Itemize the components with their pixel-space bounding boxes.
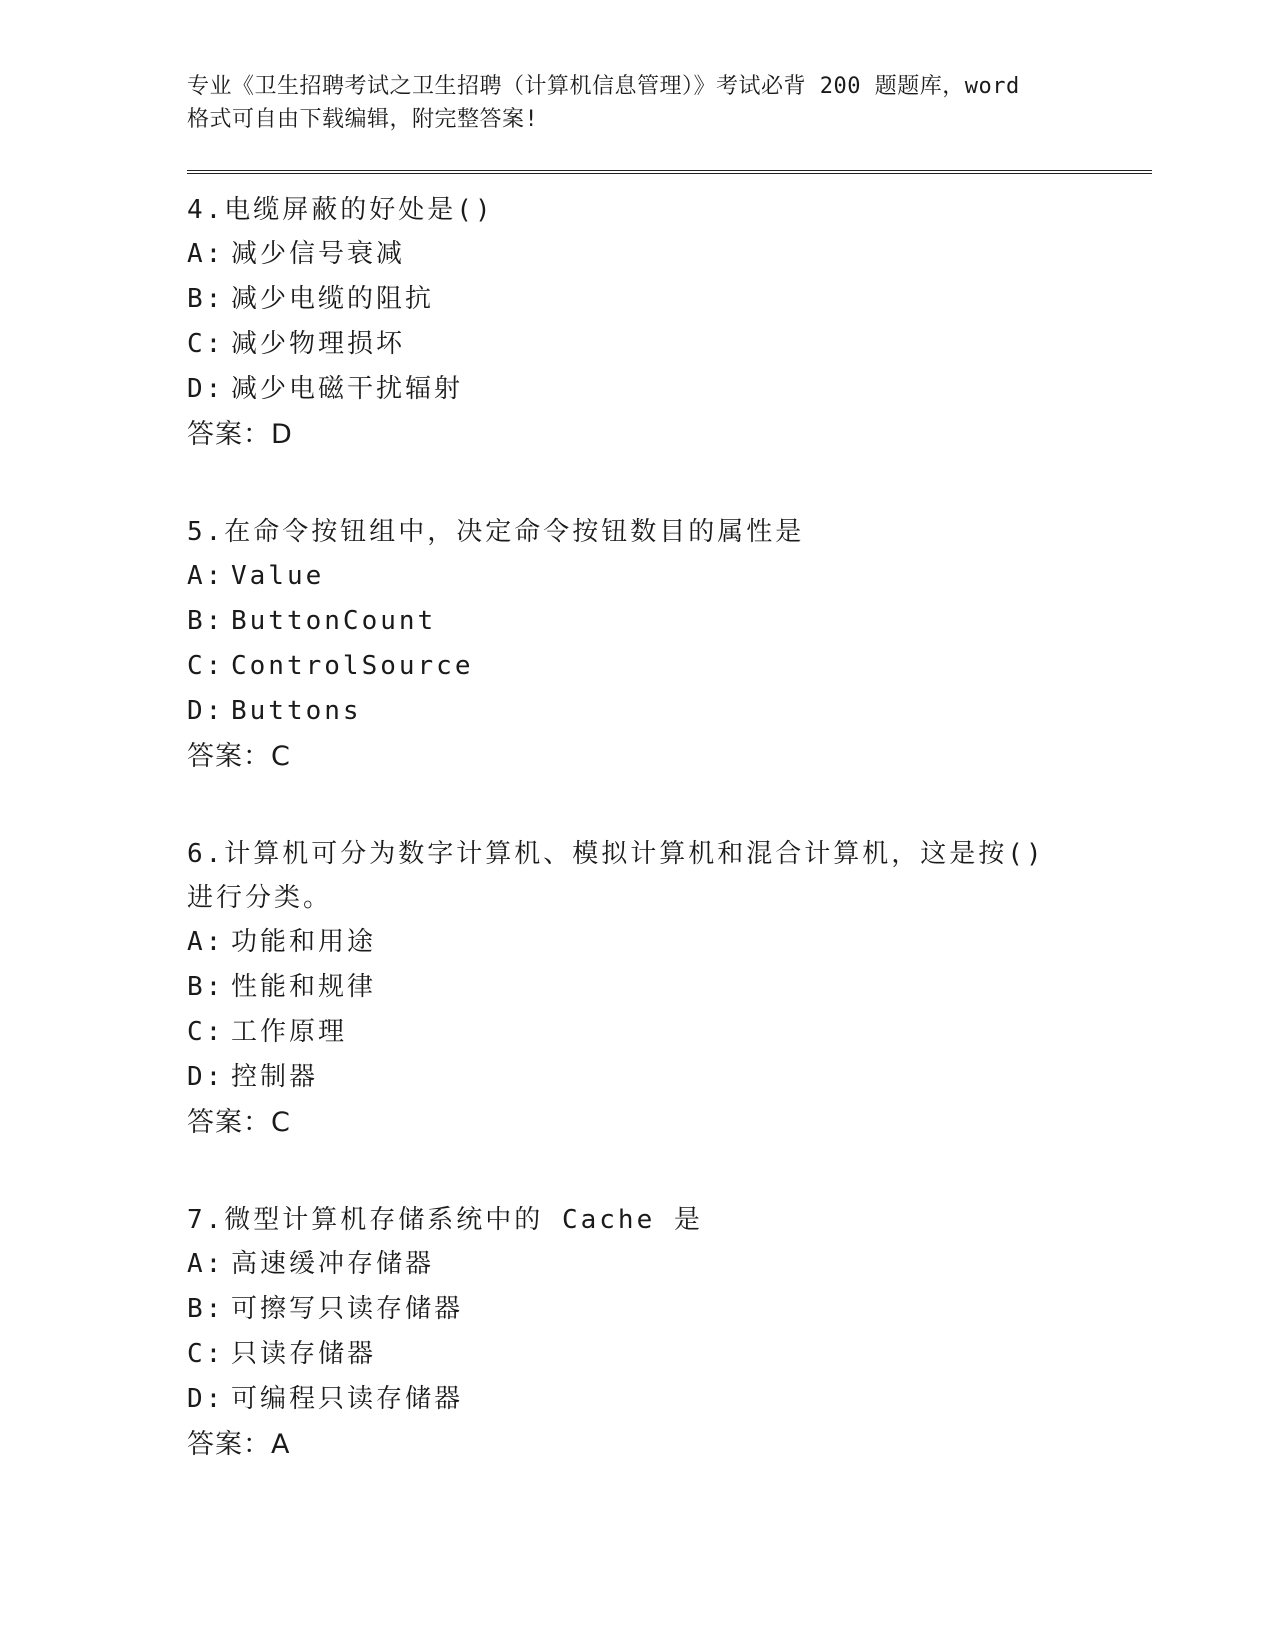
option-a: [187, 1242, 1152, 1287]
option-text: Value: [231, 561, 325, 591]
document-header: [187, 70, 1152, 136]
question-item: [187, 188, 1152, 458]
question-item: [187, 510, 1152, 780]
option-c: [187, 1332, 1152, 1377]
option-text: 减少信号衰减: [231, 239, 406, 269]
option-text: 只读存储器: [231, 1339, 377, 1369]
option-letter: B:: [187, 606, 225, 636]
option-text: 可擦写只读存储器: [231, 1294, 464, 1324]
option-text: ButtonCount: [231, 606, 437, 636]
option-letter: B:: [187, 1294, 225, 1324]
option-letter: A:: [187, 927, 225, 957]
answer-line: 答案：C: [187, 1107, 291, 1138]
option-letter: C:: [187, 1017, 225, 1047]
option-letter: C:: [187, 1339, 225, 1369]
option-d: [187, 1055, 1152, 1100]
question-text: 5.在命令按钮组中，决定命令按钮数目的属性是: [187, 517, 805, 547]
option-text: 减少电缆的阻抗: [231, 284, 435, 314]
question-text: 6.计算机可分为数字计算机、模拟计算机和混合计算机，这是按()进行分类。: [187, 839, 1045, 913]
option-letter: A:: [187, 1249, 225, 1279]
option-letter: D:: [187, 696, 225, 726]
answer-line: 答案：A: [187, 1429, 291, 1460]
question-item: [187, 1198, 1152, 1468]
option-c: [187, 644, 1152, 689]
option-text: Buttons: [231, 696, 362, 726]
option-text: ControlSource: [231, 651, 474, 681]
question-item: [187, 832, 1152, 1146]
header-divider: [187, 170, 1152, 174]
option-letter: B:: [187, 284, 225, 314]
option-text: 可编程只读存储器: [231, 1384, 464, 1414]
question-text: 7.微型计算机存储系统中的 Cache 是: [187, 1205, 703, 1235]
option-letter: A:: [187, 561, 225, 591]
option-a: [187, 232, 1152, 277]
option-text: 减少物理损坏: [231, 329, 406, 359]
option-d: [187, 689, 1152, 734]
option-c: [187, 322, 1152, 367]
option-letter: B:: [187, 972, 225, 1002]
option-letter: D:: [187, 1062, 225, 1092]
option-b: [187, 277, 1152, 322]
header-line-1: 专业《卫生招聘考试之卫生招聘（计算机信息管理）》考试必背 200 题题库，word: [187, 74, 1020, 99]
option-letter: C:: [187, 329, 225, 359]
question-text: 4.电缆屏蔽的好处是(): [187, 195, 494, 225]
option-letter: C:: [187, 651, 225, 681]
answer-line: 答案：D: [187, 419, 293, 450]
option-letter: D:: [187, 374, 225, 404]
option-text: 高速缓冲存储器: [231, 1249, 435, 1279]
option-b: [187, 599, 1152, 644]
header-line-2: 格式可自由下载编辑，附完整答案!: [187, 107, 539, 132]
document-page: [187, 70, 1152, 1468]
option-letter: D:: [187, 1384, 225, 1414]
option-c: [187, 1010, 1152, 1055]
option-text: 工作原理: [231, 1017, 348, 1047]
answer-line: 答案：C: [187, 741, 291, 772]
option-text: 功能和用途: [231, 927, 377, 957]
option-a: [187, 554, 1152, 599]
option-d: [187, 1377, 1152, 1422]
option-b: [187, 1287, 1152, 1332]
option-b: [187, 965, 1152, 1010]
option-d: [187, 367, 1152, 412]
option-text: 控制器: [231, 1062, 319, 1092]
option-text: 减少电磁干扰辐射: [231, 374, 464, 404]
option-text: 性能和规律: [231, 972, 377, 1002]
option-a: [187, 920, 1152, 965]
option-letter: A:: [187, 239, 225, 269]
